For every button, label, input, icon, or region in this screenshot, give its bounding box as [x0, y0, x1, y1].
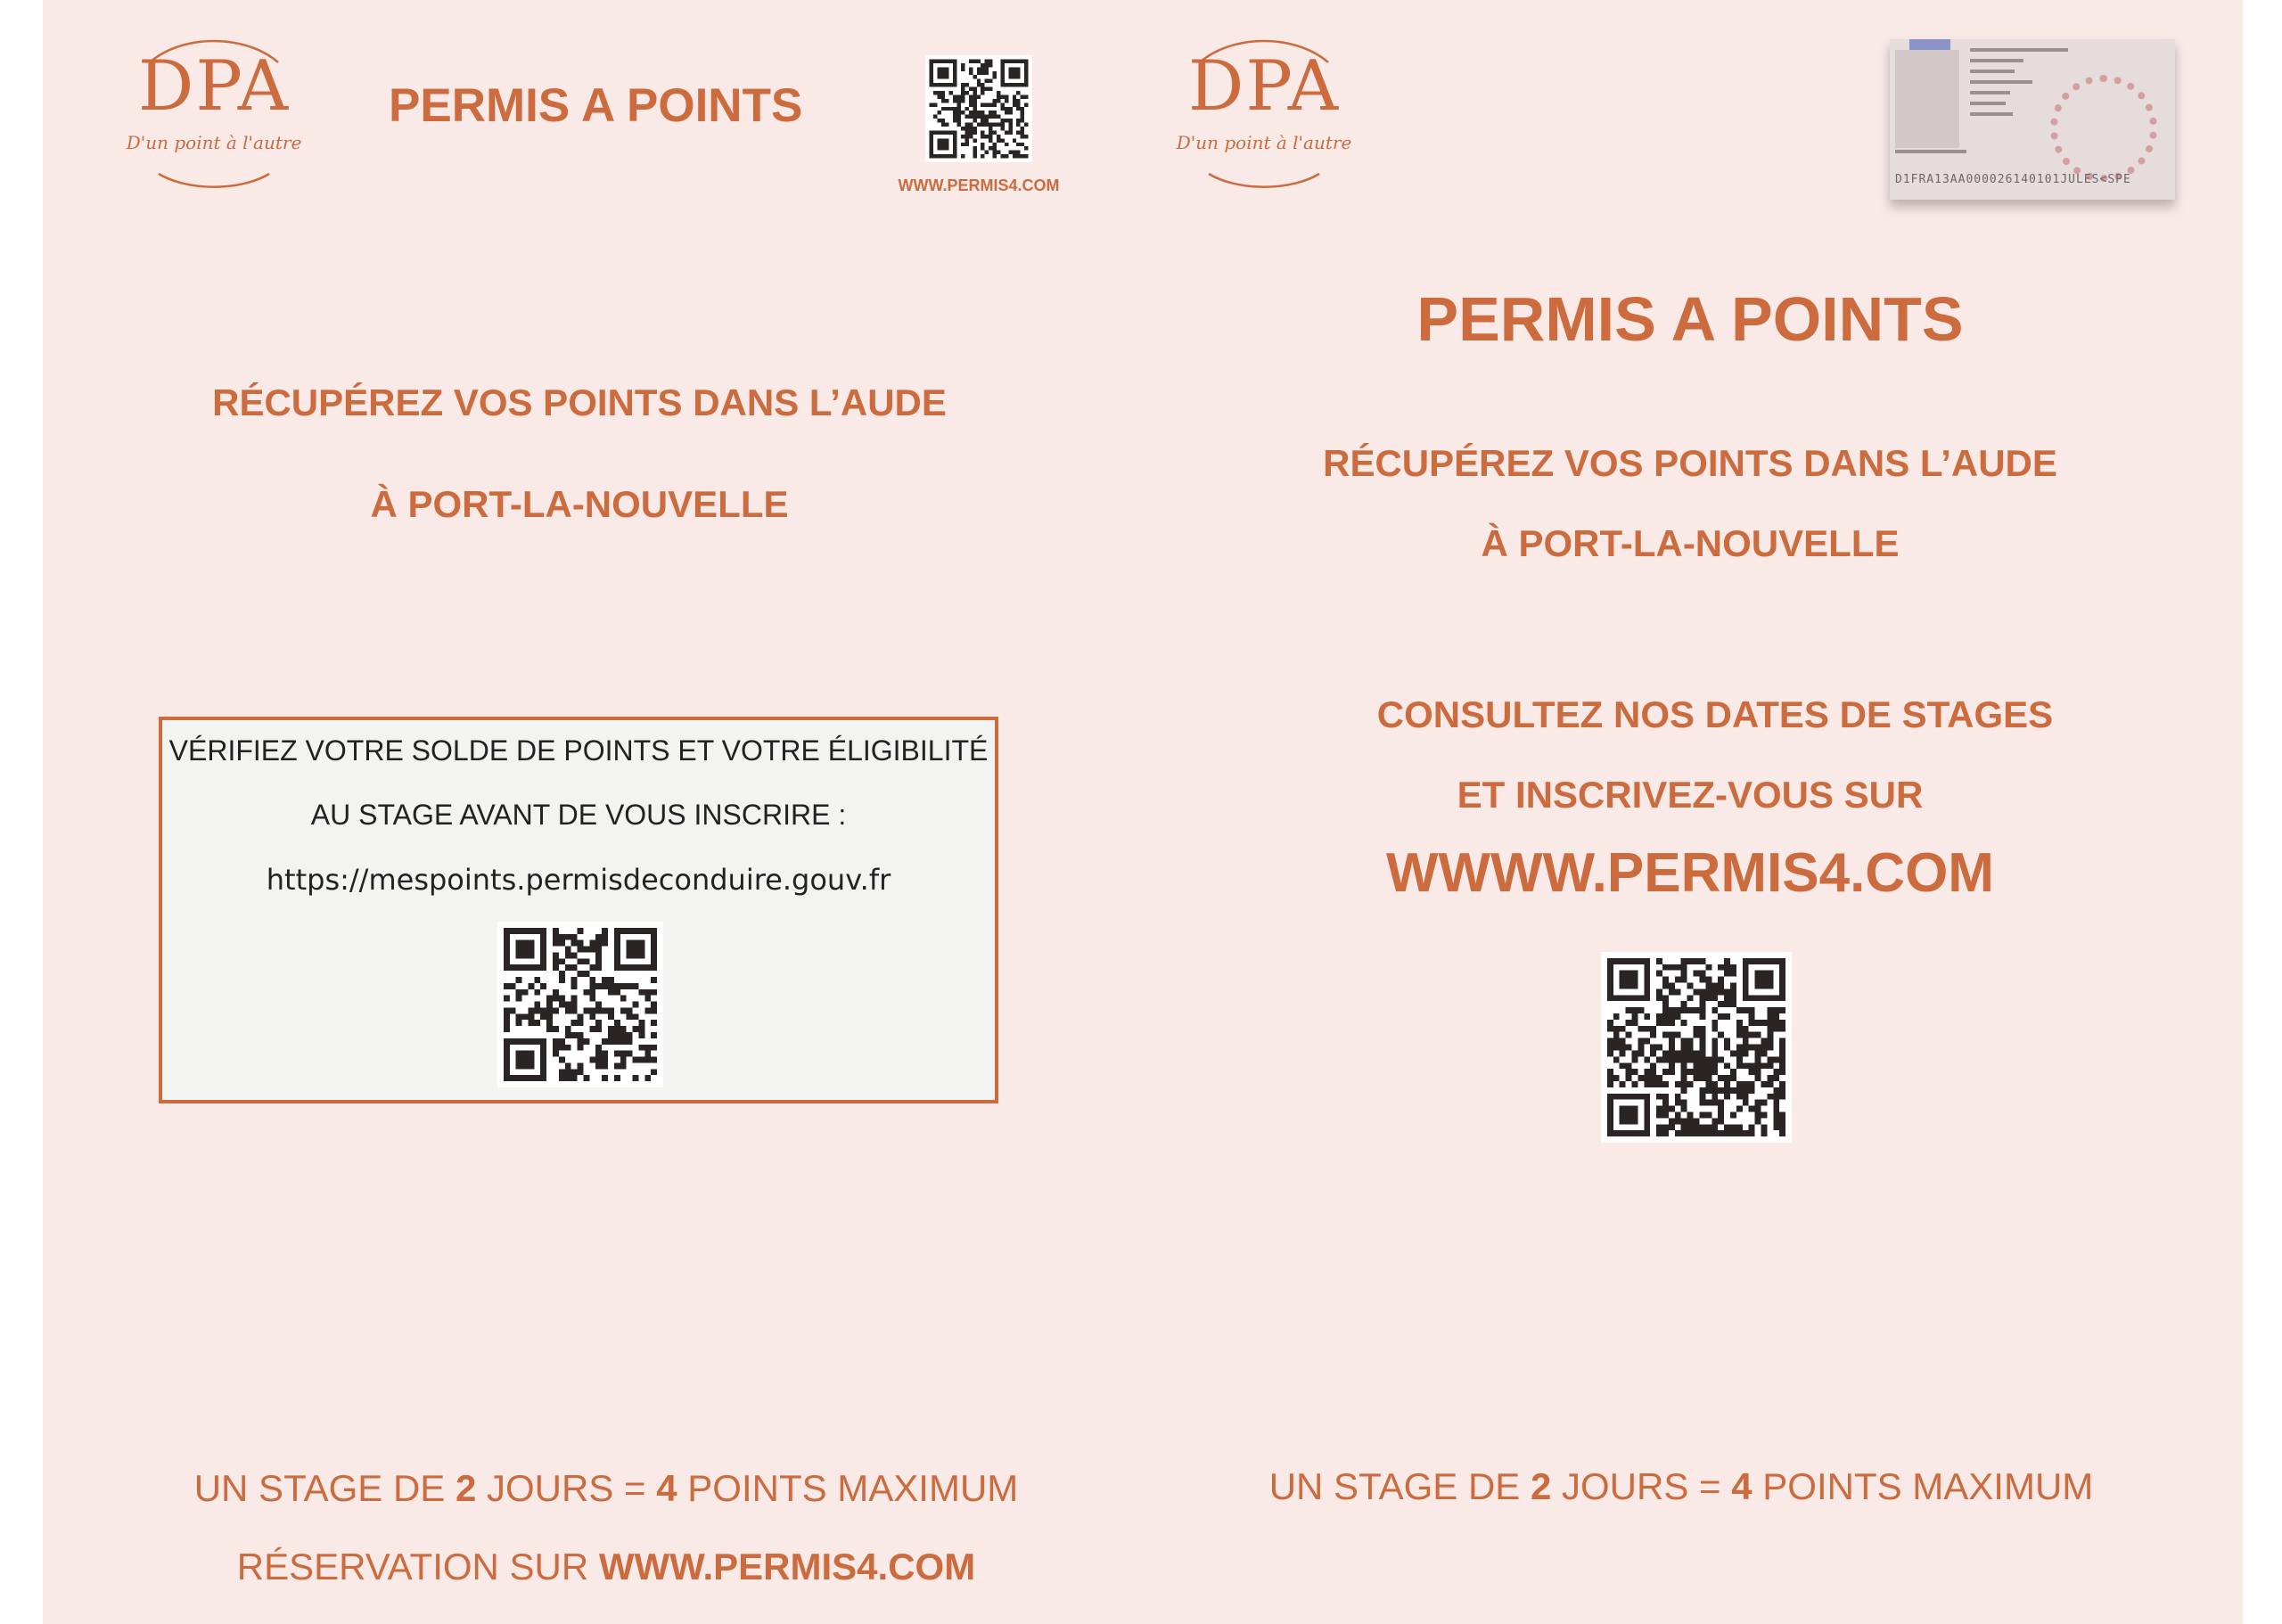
info-line-2: AU STAGE AVANT DE VOUS INSCRIRE :	[310, 799, 847, 831]
qr-code-icon[interactable]	[925, 55, 1032, 162]
header-title-left: PERMIS A POINTS	[389, 79, 803, 132]
footer-text: POINTS MAXIMUM	[1752, 1465, 2094, 1507]
card-line	[1970, 112, 2013, 116]
dpa-logo-right	[1175, 27, 1353, 196]
footer-text: JOURS =	[1551, 1465, 1732, 1507]
cta-line-2: ET INSCRIVEZ-VOUS SUR	[1457, 774, 1924, 816]
header-qr-caption[interactable]: WWW.PERMIS4.COM	[898, 176, 1060, 194]
heading-line-2-left: À PORT-LA-NOUVELLE	[370, 483, 789, 525]
card-line	[1895, 150, 1966, 153]
footer-text: UN STAGE DE	[193, 1467, 456, 1509]
footer-line-1-left	[116, 1467, 1096, 1510]
heading-line-1-left: RÉCUPÉREZ VOS POINTS DANS L’AUDE	[212, 381, 947, 423]
card-line	[1970, 48, 2068, 52]
info-url-link[interactable]: https://mespoints.permisdeconduire.gouv.fr	[266, 863, 891, 897]
footer-days-number: 2	[455, 1467, 477, 1509]
footer-text: RÉSERVATION SUR	[236, 1546, 599, 1587]
footer-text: JOURS =	[476, 1467, 657, 1509]
heading-line-1-right: RÉCUPÉREZ VOS POINTS DANS L’AUDE	[1323, 442, 2057, 484]
footer-points-number: 4	[1731, 1465, 1753, 1507]
dpa-logo-left	[125, 27, 303, 196]
card-line	[1970, 70, 2015, 73]
qr-code-icon[interactable]	[497, 922, 663, 1087]
footer-website-link[interactable]: WWW.PERMIS4.COM	[598, 1546, 976, 1587]
license-mrz: D1FRA13AA000026140101JULES<SPE	[1895, 173, 2131, 186]
card-rosette	[2050, 75, 2157, 182]
eligibility-info-box	[159, 717, 998, 1103]
qr-code-icon[interactable]	[1601, 952, 1792, 1143]
heading-line-2-right: À PORT-LA-NOUVELLE	[1481, 522, 1900, 564]
logo-letters: DPA	[1187, 46, 1341, 127]
card-line	[1970, 80, 2032, 84]
driving-license-card	[1890, 39, 2175, 200]
logo-tagline: D'un point à l'autre	[1176, 132, 1352, 153]
cta-line-1: CONSULTEZ NOS DATES DE STAGES	[1376, 693, 2054, 735]
footer-text: UN STAGE DE	[1268, 1465, 1531, 1507]
footer-days-number: 2	[1530, 1465, 1552, 1507]
license-photo	[1895, 50, 1959, 148]
footer-text: POINTS MAXIMUM	[677, 1467, 1019, 1509]
card-line	[1970, 102, 2006, 105]
logo-tagline: D'un point à l'autre	[126, 132, 302, 153]
footer-line-1-right	[1191, 1465, 2171, 1508]
footer-line-2-left	[116, 1546, 1096, 1588]
title-right: PERMIS A POINTS	[1416, 284, 1964, 354]
info-line-1: VÉRIFIEZ VOTRE SOLDE DE POINTS ET VOTRE ÉLIGIBILITÉ	[168, 734, 989, 767]
footer-points-number: 4	[656, 1467, 677, 1509]
card-line	[1970, 59, 2023, 62]
logo-letters: DPA	[137, 46, 291, 127]
website-link[interactable]: WWWW.PERMIS4.COM	[1386, 842, 1994, 904]
card-line	[1970, 91, 2010, 94]
